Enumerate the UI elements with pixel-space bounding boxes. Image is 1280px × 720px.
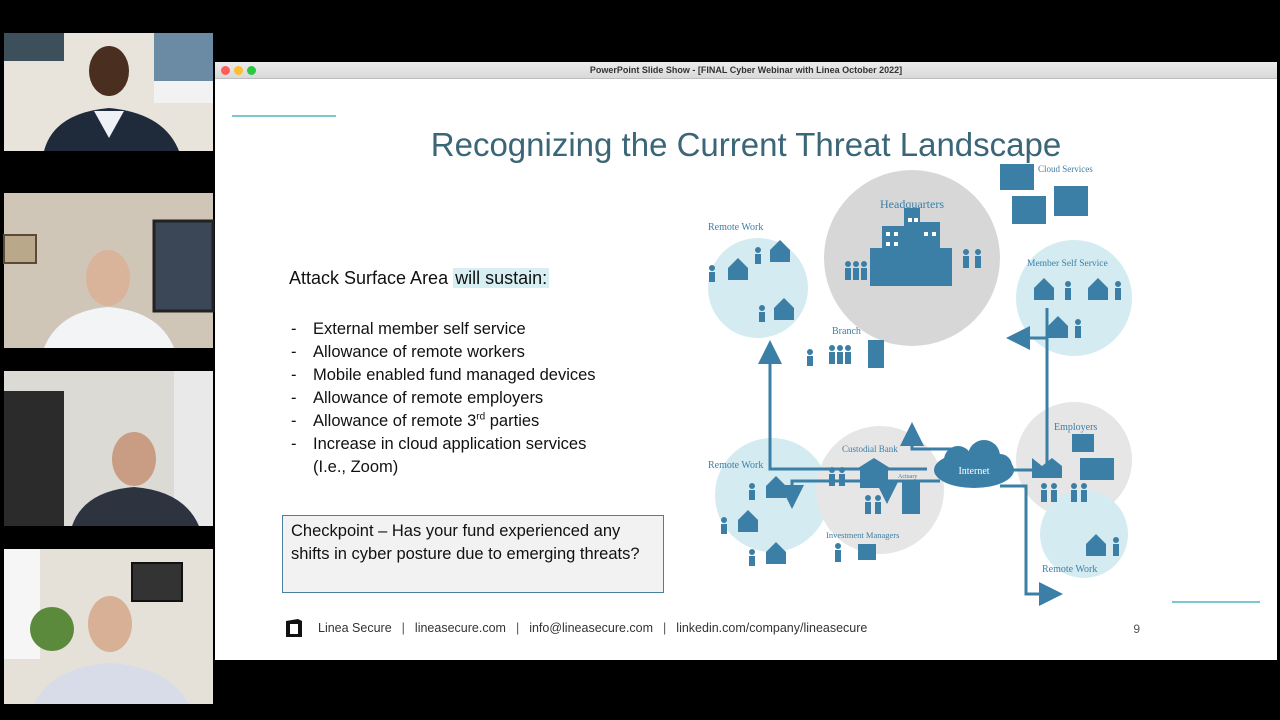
employers-label: Employers <box>1054 422 1098 433</box>
attack-surface-heading <box>289 268 549 289</box>
page-number: 9 <box>1133 622 1140 636</box>
participant-video-4[interactable] <box>4 549 213 704</box>
remote-work-bottom-left-label: Remote Work <box>708 460 764 471</box>
footer-company: Linea Secure <box>318 621 392 635</box>
footer-separator: | <box>663 621 667 635</box>
slideshow-window <box>215 62 1277 660</box>
linea-logo-icon <box>284 617 304 639</box>
custodial-bank-label: Custodial Bank <box>842 444 898 454</box>
internet-label: Internet <box>958 466 990 477</box>
footer-separator: | <box>401 621 405 635</box>
footer-website[interactable]: lineasecure.com <box>414 621 506 635</box>
accent-line-right <box>1172 601 1260 603</box>
list-item: - External member self service <box>289 318 619 341</box>
remote-work-bottom-right-label: Remote Work <box>1042 564 1098 575</box>
arrow-to-employers <box>1000 486 1026 518</box>
intro-prefix: Attack Surface Area <box>289 268 454 288</box>
remote-work-top-label: Remote Work <box>708 222 764 233</box>
list-item: - Mobile enabled fund managed devices <box>289 364 619 387</box>
list-item: - Allowance of remote employers <box>289 387 619 410</box>
participant-video-1[interactable] <box>4 33 213 151</box>
member-self-service-label: Member Self Service <box>1027 259 1108 269</box>
participant-video-2[interactable] <box>4 193 213 348</box>
investment-managers-label: Investment Managers <box>826 530 900 540</box>
internet-cloud-icon <box>934 440 1014 488</box>
branch-label: Branch <box>832 326 861 337</box>
network-diagram <box>682 164 1162 575</box>
branch-icon <box>807 340 884 368</box>
superscript: rd <box>476 411 486 423</box>
window-titlebar[interactable] <box>215 62 1277 79</box>
participant-video-3[interactable] <box>4 371 213 526</box>
attack-surface-list <box>289 318 619 479</box>
actuary-label: Actuary <box>898 474 918 480</box>
slide-footer <box>284 617 867 639</box>
list-item: - Allowance of remote workers <box>289 341 619 364</box>
intro-highlight: will sustain: <box>455 268 548 288</box>
accent-line-left <box>232 115 336 117</box>
footer-linkedin[interactable]: linkedin.com/company/lineasecure <box>676 621 868 635</box>
footer-separator: | <box>515 621 520 635</box>
slide[interactable] <box>232 80 1260 658</box>
cloud-services-label: Cloud Services <box>1038 164 1093 174</box>
list-item: - Increase in cloud application services (I.e., Zoom) <box>289 433 619 479</box>
window-title: PowerPoint Slide Show - [FINAL Cyber Webinar with Linea October 2022] <box>589 65 903 75</box>
list-item <box>289 410 619 433</box>
list-item-text-end: parties <box>485 412 540 430</box>
list-item-text: Allowance of remote 3 <box>313 412 477 430</box>
footer-email[interactable]: info@lineasecure.com <box>529 621 654 635</box>
slide-title: Recognizing the Current Threat Landscape <box>430 126 1062 163</box>
checkpoint-box: Checkpoint – Has your fund experienced any shifts in cyber posture due to emerging threats? <box>282 515 664 593</box>
headquarters-label: Headquarters <box>880 197 944 211</box>
